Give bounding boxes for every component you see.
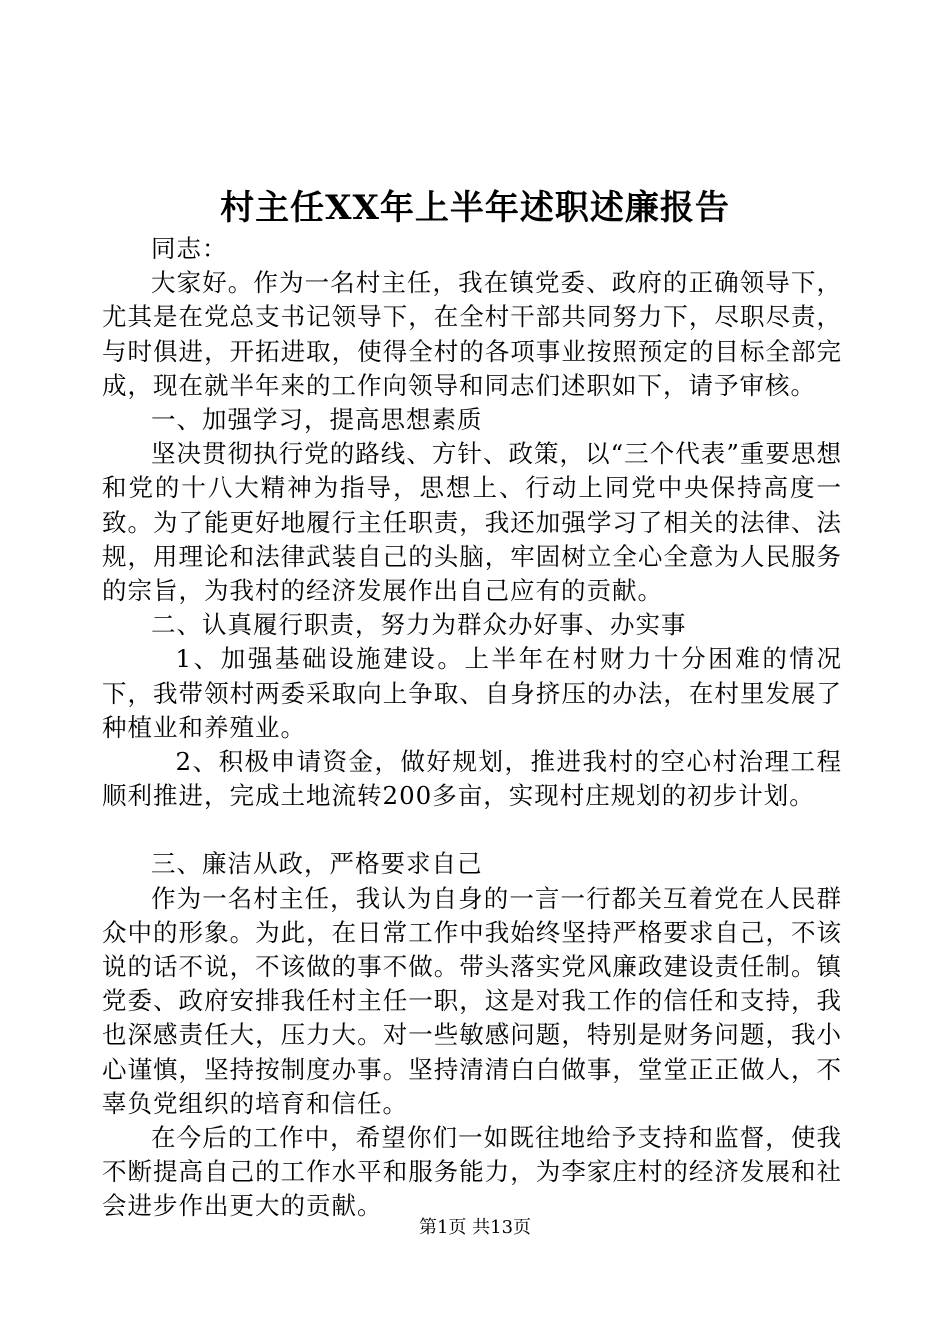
blank-line [102,813,842,847]
document-body [102,232,842,1224]
section-heading-1: 一、加强学习，提高思想素质 [151,405,483,435]
paragraph-item-2: 2、积极申请资金，做好规划，推进我村的空心村治理工程顺利推进，完成土地流转200多亩，实现村庄规划的初步计划。 [102,747,842,811]
paragraph-item-1: 1、加强基础设施建设。上半年在村财力十分困难的情况下，我带领村两委采取向上争取、自身挤压的办法，在村里发展了种植业和养殖业。 [102,644,842,742]
paragraph-integrity: 作为一名村主任，我认为自身的一言一行都关互着党在人民群众中的形象。为此，在日常工作中我始终坚持严格要求自己，不该说的话不说，不该做的事不做。带头落实党风廉政建设责任制。镇党委、政府安排我任村主任一职，这是对我工作的信任和支持，我也深感责任大，压力大。对一些敏感问题，特别是财务问题，我小心谨慎，坚持按制度办事。坚持清清白白做事，堂堂正正做人，不辜负党组织的培育和信任。 [102,883,842,1118]
document-title: 村主任XX年上半年述职述廉报告 [220,188,730,228]
section-heading-2: 二、认真履行职责，努力为群众办好事、办实事 [151,610,687,640]
paragraph-closing: 在今后的工作中，希望你们一如既往地给予支持和监督，使我不断提高自己的工作水平和服务能力，为李家庄村的经济发展和社会进步作出更大的贡献。 [102,1123,842,1221]
paragraph-intro: 大家好。作为一名村主任，我在镇党委、政府的正确领导下，尤其是在党总支书记领导下，在全村干部共同努力下，尽职尽责，与时俱进，开拓进取，使得全村的各项事业按照预定的目标全部完成，现在就半年来的工作向领导和同志们述职如下，请予审核。 [102,268,842,400]
salutation: 同志： [151,234,228,263]
paragraph-study: 坚决贯彻执行党的路线、方针、政策，以“三个代表”重要思想和党的十八大精神为指导，思想上、行动上同党中央保持高度一致。为了能更好地履行主任职责，我还加强学习了相关的法律、法规，用理论和法律武装自己的头脑，牢固树立全心全意为人民服务的宗旨，为我村的经济发展作出自己应有的贡献。 [102,439,842,606]
page-number: 第1页 共13页 [418,1217,532,1238]
section-heading-3: 三、廉洁从政，严格要求自己 [151,849,483,879]
